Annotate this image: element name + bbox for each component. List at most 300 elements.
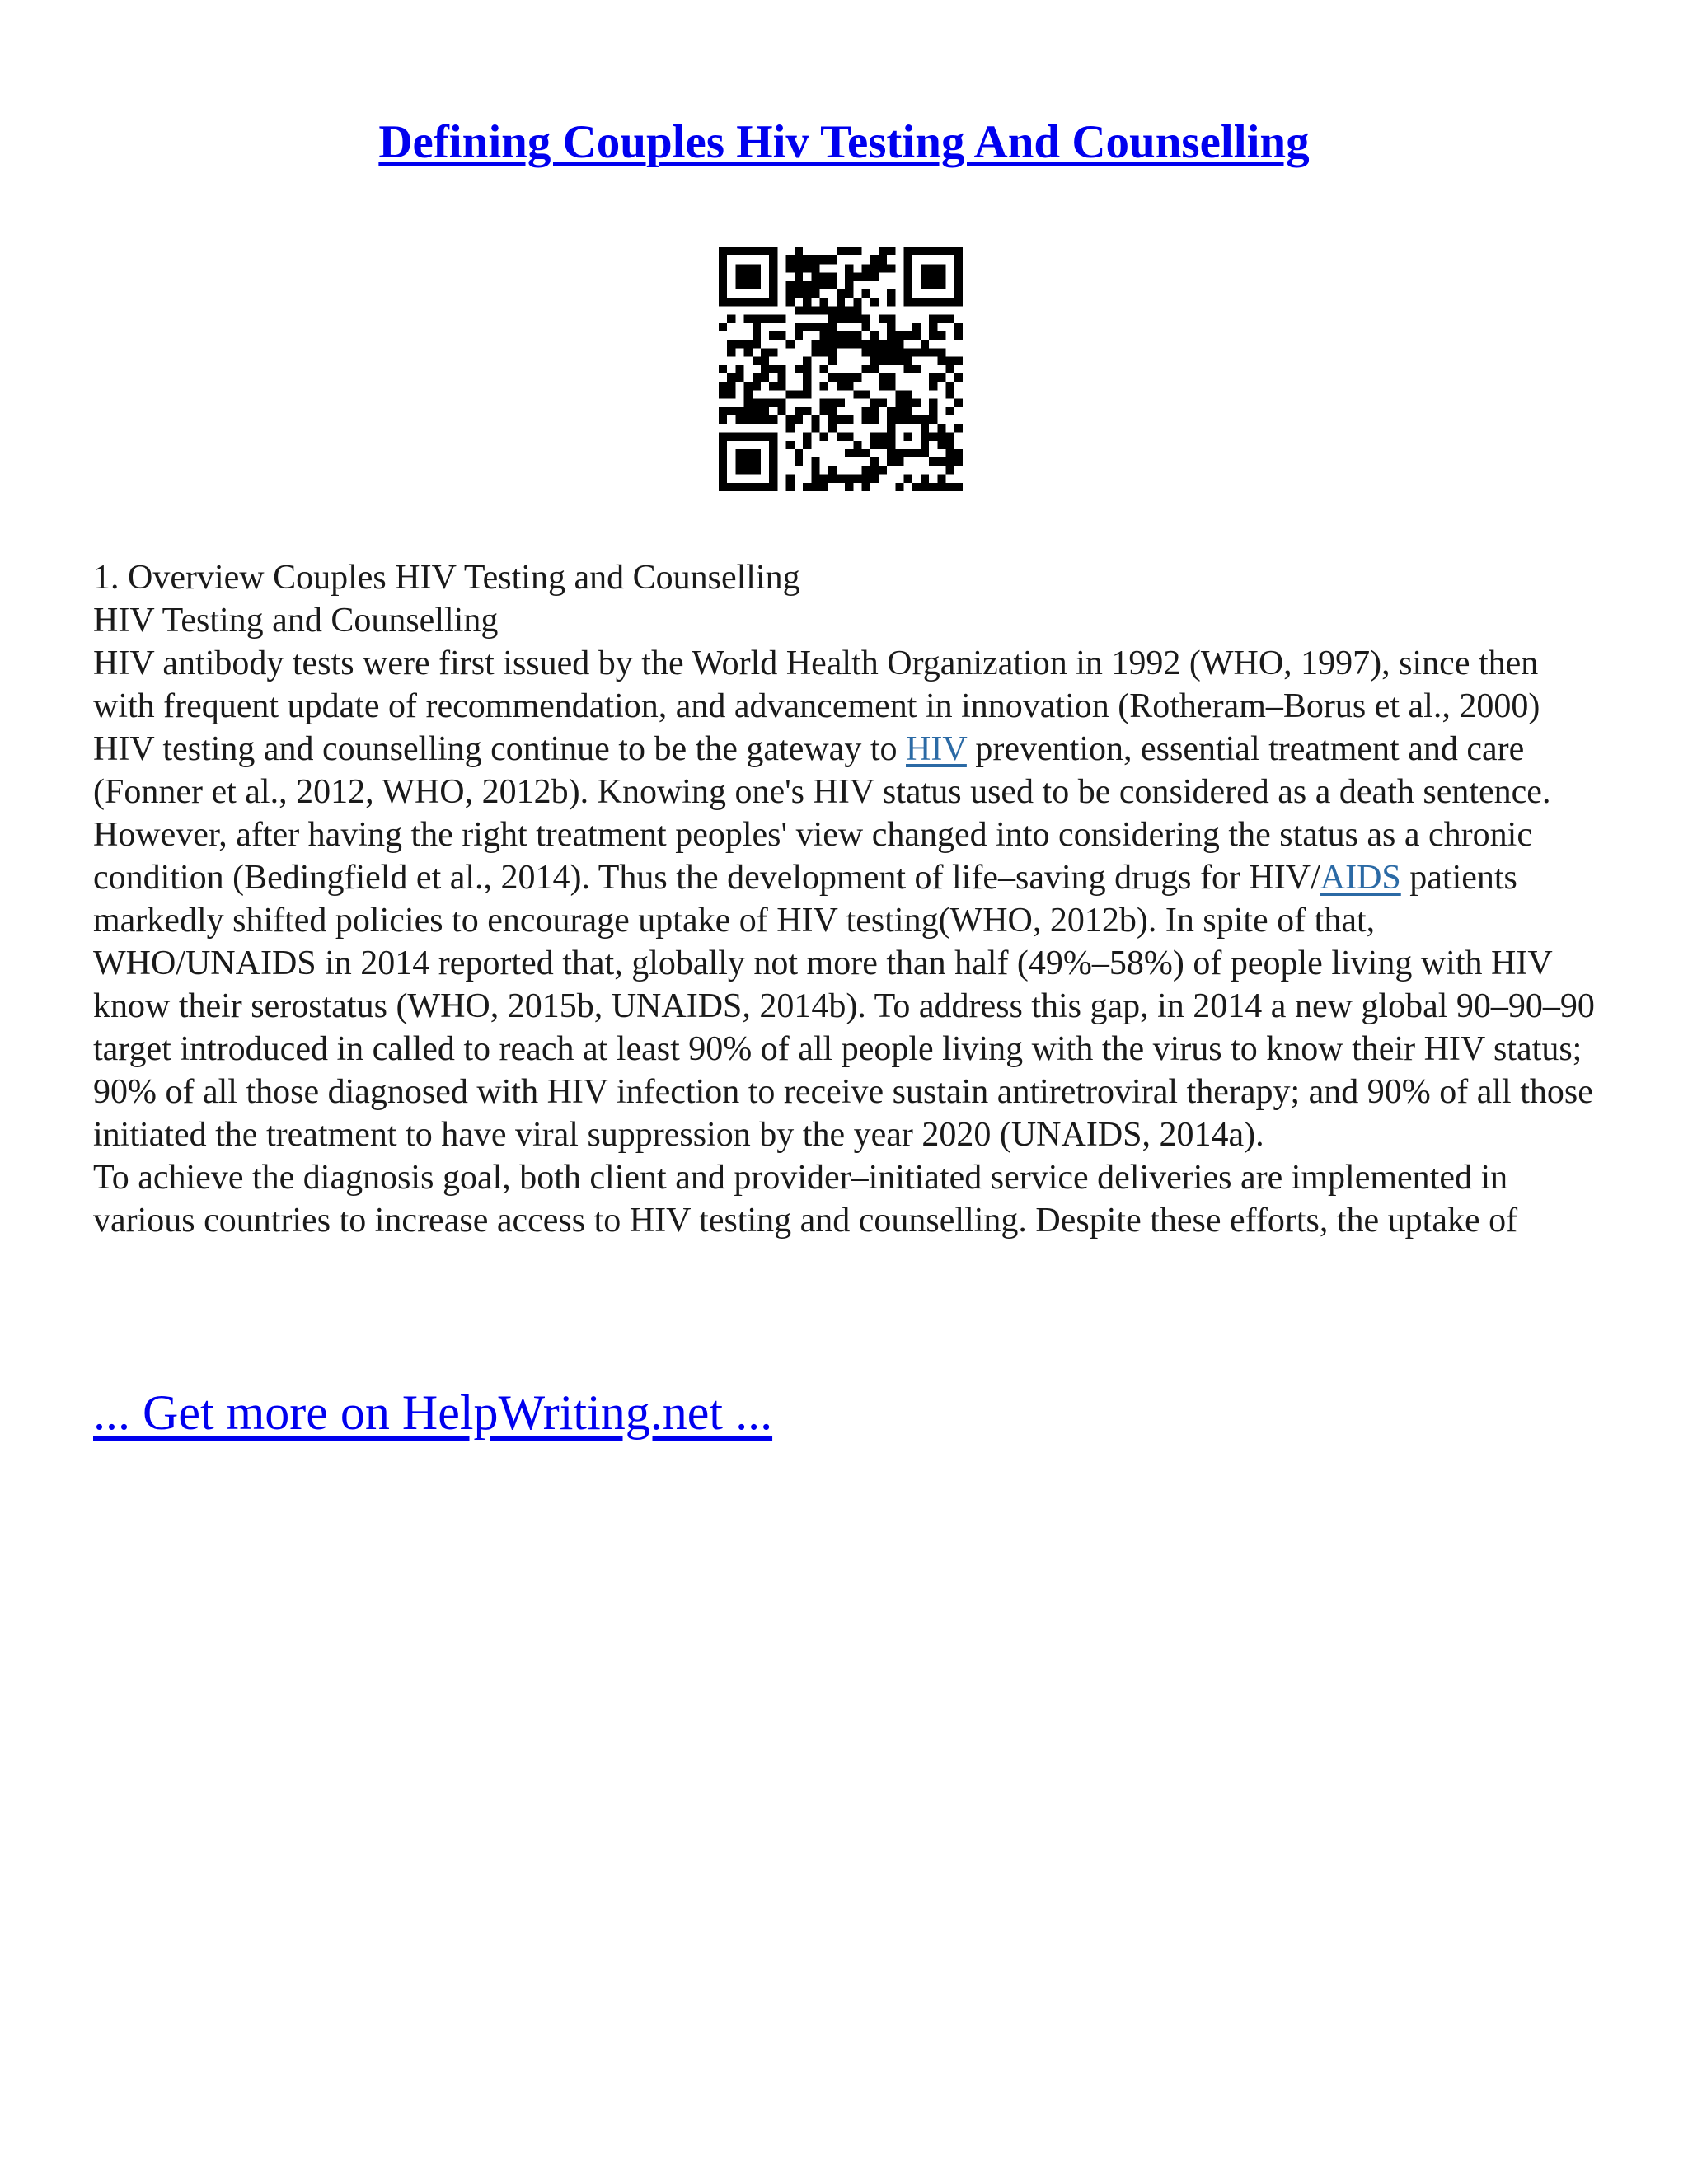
qr-module <box>803 357 811 365</box>
qr-module <box>870 331 879 340</box>
qr-module <box>795 457 803 466</box>
qr-module <box>895 340 903 348</box>
qr-module <box>735 457 743 466</box>
qr-module <box>803 289 811 298</box>
qr-module <box>828 340 837 348</box>
qr-module <box>921 415 929 424</box>
qr-module <box>879 264 887 272</box>
qr-module <box>803 306 811 314</box>
qr-module <box>845 382 853 390</box>
qr-module <box>786 475 795 483</box>
qr-module <box>837 415 845 424</box>
qr-module <box>929 382 937 390</box>
qr-module <box>735 407 743 415</box>
qr-module <box>904 281 912 289</box>
qr-module <box>769 449 777 457</box>
qr-module <box>954 483 963 491</box>
qr-module <box>870 298 879 306</box>
qr-module <box>912 399 921 407</box>
qr-module <box>744 298 753 306</box>
qr-module <box>912 415 921 424</box>
qr-module <box>912 298 921 306</box>
qr-module <box>819 255 828 264</box>
qr-module <box>803 255 811 264</box>
qr-module <box>845 331 853 340</box>
qr-module <box>744 483 753 491</box>
qr-module <box>795 306 803 314</box>
qr-module <box>929 483 937 491</box>
qr-module <box>921 475 929 483</box>
qr-module <box>828 475 837 483</box>
qr-module <box>819 483 828 491</box>
paragraph-1-text-a: HIV antibody tests were first issued by the World Health Organization in 1992 (WHO, 1997), since then with frequent update of recommendation, and advancement in innovation (Rotheram–Borus et al., 2000) HIV testing and counselling continue to be the gateway to <box>93 644 1540 768</box>
qr-module <box>937 475 945 483</box>
qr-module <box>795 407 803 415</box>
qr-module <box>769 382 777 390</box>
qr-module <box>937 247 945 255</box>
qr-module <box>777 315 785 323</box>
qr-module <box>837 306 845 314</box>
qr-module <box>819 407 828 415</box>
qr-module <box>719 365 727 373</box>
qr-module <box>837 399 845 407</box>
qr-module <box>828 424 837 432</box>
qr-module <box>769 433 777 441</box>
qr-module <box>845 247 853 255</box>
qr-module <box>727 298 735 306</box>
qr-module <box>879 433 887 441</box>
qr-module <box>853 273 861 281</box>
qr-module <box>845 289 853 298</box>
qr-module <box>929 399 937 407</box>
qr-module <box>719 466 727 474</box>
qr-module <box>921 247 929 255</box>
qr-module <box>753 415 761 424</box>
qr-module <box>769 298 777 306</box>
qr-module <box>870 433 879 441</box>
qr-module <box>921 298 929 306</box>
qr-module <box>937 273 945 281</box>
qr-module <box>744 399 753 407</box>
qr-module <box>811 281 819 289</box>
qr-module <box>727 483 735 491</box>
qr-module <box>769 255 777 264</box>
qr-module <box>937 457 945 466</box>
qr-module <box>946 449 954 457</box>
qr-module <box>870 273 879 281</box>
qr-module <box>937 348 945 356</box>
qr-module <box>853 247 861 255</box>
qr-module <box>954 449 963 457</box>
qr-module <box>744 315 753 323</box>
qr-module <box>761 357 769 365</box>
section-heading: 1. Overview Couples HIV Testing and Counselling <box>93 559 800 597</box>
qr-module <box>828 306 837 314</box>
qr-module <box>887 457 895 466</box>
qr-module <box>946 391 954 399</box>
qr-module <box>761 315 769 323</box>
qr-module <box>735 273 743 281</box>
qr-module <box>879 340 887 348</box>
qr-module <box>921 483 929 491</box>
qr-module <box>828 281 837 289</box>
qr-module <box>753 382 761 390</box>
qr-module <box>727 382 735 390</box>
qr-module <box>811 306 819 314</box>
qr-module <box>769 441 777 449</box>
qr-module <box>845 273 853 281</box>
qr-module <box>753 466 761 474</box>
qr-module <box>803 264 811 272</box>
qr-module <box>735 433 743 441</box>
qr-module <box>862 483 870 491</box>
qr-module <box>937 357 945 365</box>
qr-module <box>937 433 945 441</box>
qr-module <box>862 315 870 323</box>
qr-module <box>761 433 769 441</box>
qr-module <box>862 348 870 356</box>
qr-module <box>786 289 795 298</box>
qr-module <box>803 483 811 491</box>
qr-module <box>786 264 795 272</box>
get-more-link[interactable]: ... Get more on HelpWriting.net ... <box>93 1385 773 1440</box>
qr-module <box>795 323 803 331</box>
qr-module <box>954 399 963 407</box>
qr-module <box>887 382 895 390</box>
qr-module <box>828 407 837 415</box>
qr-module <box>904 391 912 399</box>
qr-module <box>887 340 895 348</box>
qr-module <box>735 264 743 272</box>
qr-module <box>753 433 761 441</box>
qr-module <box>811 415 819 424</box>
qr-module <box>761 348 769 356</box>
qr-module <box>819 340 828 348</box>
qr-module <box>837 340 845 348</box>
qr-module <box>862 289 870 298</box>
qr-module <box>929 331 937 340</box>
qr-module <box>937 441 945 449</box>
qr-module <box>744 407 753 415</box>
qr-module <box>828 315 837 323</box>
qr-module <box>870 466 879 474</box>
qr-module <box>803 382 811 390</box>
qr-module <box>769 457 777 466</box>
qr-module <box>795 247 803 255</box>
qr-module <box>921 340 929 348</box>
qr-module <box>753 264 761 272</box>
qr-module <box>929 247 937 255</box>
qr-module <box>929 415 937 424</box>
qr-module <box>769 281 777 289</box>
qr-module <box>795 281 803 289</box>
qr-module <box>904 273 912 281</box>
qr-module <box>744 382 753 390</box>
qr-module <box>929 315 937 323</box>
qr-module <box>761 483 769 491</box>
qr-module <box>803 391 811 399</box>
qr-module <box>853 449 861 457</box>
qr-module <box>753 323 761 331</box>
qr-module <box>727 340 735 348</box>
qr-module <box>929 348 937 356</box>
qr-module <box>946 365 954 373</box>
qr-module <box>719 475 727 483</box>
qr-module <box>853 340 861 348</box>
paragraph-1-text-c: patients markedly shifted policies to encourage uptake of HIV testing(WHO, 2012b). In spite of that, WHO/UNAIDS in 2014 reported that, globally not more than half (49%–58%) of people living with HIV know their serostatus (WHO, 2015b, UNAIDS, 2014b). To address this gap, in 2014 a new global 90–90–90 target introduced in called to reach at least 90% of all people living with the virus to know their HIV status; 90% of all those diagnosed with HIV infection to receive sustain antiretroviral therapy; and 90% of all those initiated the treatment to have viral suppression by the year 2020 (UNAIDS, 2014a). <box>93 859 1595 1154</box>
qr-module <box>895 457 903 466</box>
qr-module <box>954 255 963 264</box>
qr-module <box>719 441 727 449</box>
qr-module <box>853 475 861 483</box>
qr-module <box>795 289 803 298</box>
qr-module <box>727 407 735 415</box>
qr-module <box>895 399 903 407</box>
document-title-link[interactable]: Defining Couples Hiv Testing And Counselling <box>378 116 1310 168</box>
qr-module <box>879 255 887 264</box>
qr-module <box>753 483 761 491</box>
qr-module <box>887 348 895 356</box>
qr-module <box>719 415 727 424</box>
qr-module <box>819 399 828 407</box>
qr-module <box>719 382 727 390</box>
qr-module <box>921 433 929 441</box>
qr-module <box>837 373 845 382</box>
qr-module <box>879 399 887 407</box>
qr-module <box>811 457 819 466</box>
qr-module <box>904 289 912 298</box>
qr-module <box>895 407 903 415</box>
qr-module <box>777 407 785 415</box>
qr-module <box>853 315 861 323</box>
subsection-heading: HIV Testing and Counselling <box>93 602 499 640</box>
qr-module <box>862 415 870 424</box>
qr-module <box>954 281 963 289</box>
qr-module <box>879 373 887 382</box>
qr-module <box>777 365 785 373</box>
qr-module <box>735 449 743 457</box>
qr-module <box>795 449 803 457</box>
qr-module <box>845 340 853 348</box>
qr-module <box>819 365 828 373</box>
hiv-link[interactable]: HIV <box>906 730 967 768</box>
qr-module <box>845 373 853 382</box>
qr-module <box>761 298 769 306</box>
qr-module <box>845 281 853 289</box>
qr-module <box>735 466 743 474</box>
aids-link[interactable]: AIDS <box>1320 859 1401 897</box>
qr-module <box>904 298 912 306</box>
qr-module <box>912 323 921 331</box>
qr-module <box>895 348 903 356</box>
qr-module <box>954 424 963 432</box>
qr-module <box>786 340 795 348</box>
title-container <box>0 115 1688 169</box>
qr-module <box>803 323 811 331</box>
qr-module <box>811 323 819 331</box>
qr-module <box>845 433 853 441</box>
qr-module <box>744 247 753 255</box>
qr-module <box>946 247 954 255</box>
qr-module <box>904 399 912 407</box>
qr-module <box>921 441 929 449</box>
qr-module <box>837 331 845 340</box>
qr-module <box>753 298 761 306</box>
qr-module <box>819 306 828 314</box>
qr-module <box>895 357 903 365</box>
qr-module <box>954 331 963 340</box>
qr-module <box>811 466 819 474</box>
qr-module <box>786 255 795 264</box>
qr-module <box>887 357 895 365</box>
qr-module <box>904 415 912 424</box>
qr-module <box>895 331 903 340</box>
qr-module <box>879 315 887 323</box>
qr-module <box>735 415 743 424</box>
qr-module <box>887 415 895 424</box>
qr-module <box>870 365 879 373</box>
qr-module <box>761 365 769 373</box>
qr-module <box>819 433 828 441</box>
qr-module <box>946 357 954 365</box>
qr-module <box>954 373 963 382</box>
qr-module <box>828 255 837 264</box>
qr-module <box>837 315 845 323</box>
qr-module <box>811 340 819 348</box>
qr-module <box>937 298 945 306</box>
qr-module <box>879 247 887 255</box>
qr-module <box>761 399 769 407</box>
qr-module <box>837 247 845 255</box>
qr-module <box>719 323 727 331</box>
qr-module <box>904 255 912 264</box>
qr-module <box>853 331 861 340</box>
qr-module <box>887 449 895 457</box>
qr-module <box>761 415 769 424</box>
qr-module <box>895 449 903 457</box>
qr-module <box>946 457 954 466</box>
qr-module <box>845 264 853 272</box>
qr-module <box>904 449 912 457</box>
qr-module <box>879 466 887 474</box>
qr-module <box>719 255 727 264</box>
qr-module <box>853 441 861 449</box>
paragraph-2: To achieve the diagnosis goal, both client and provider–initiated service deliveries are implemented in various countries to increase access to HIV testing and counselling. Despite these efforts, the uptake of <box>93 1159 1518 1240</box>
qr-module <box>744 340 753 348</box>
qr-module <box>777 373 785 382</box>
qr-module <box>744 449 753 457</box>
qr-module <box>811 273 819 281</box>
qr-module <box>769 331 777 340</box>
qr-module <box>837 382 845 390</box>
qr-module <box>946 433 954 441</box>
qr-module <box>753 315 761 323</box>
qr-module <box>887 441 895 449</box>
qr-module <box>719 457 727 466</box>
qr-module <box>803 441 811 449</box>
qr-module <box>870 357 879 365</box>
qr-module <box>862 449 870 457</box>
qr-module <box>954 357 963 365</box>
qr-module <box>845 306 853 314</box>
qr-module <box>828 399 837 407</box>
qr-module <box>769 399 777 407</box>
qr-module <box>727 348 735 356</box>
qr-module <box>904 365 912 373</box>
qr-module <box>853 306 861 314</box>
qr-module <box>904 407 912 415</box>
qr-module <box>744 466 753 474</box>
qr-module <box>946 382 954 390</box>
qr-module <box>777 382 785 390</box>
qr-module <box>895 415 903 424</box>
qr-module <box>828 323 837 331</box>
qr-module <box>803 298 811 306</box>
qr-module <box>845 449 853 457</box>
qr-module <box>921 264 929 272</box>
qr-module <box>904 357 912 365</box>
qr-module <box>786 424 795 432</box>
qr-module <box>870 415 879 424</box>
qr-module <box>819 348 828 356</box>
qr-module <box>727 247 735 255</box>
qr-module <box>870 407 879 415</box>
qr-module <box>769 475 777 483</box>
qr-module <box>887 424 895 432</box>
qr-module <box>954 264 963 272</box>
qr-module <box>803 433 811 441</box>
qr-module <box>719 483 727 491</box>
qr-module <box>862 365 870 373</box>
qr-module <box>769 415 777 424</box>
qr-module <box>727 433 735 441</box>
qr-module <box>845 315 853 323</box>
qr-module <box>803 407 811 415</box>
qr-module <box>819 331 828 340</box>
qr-module <box>744 273 753 281</box>
qr-module <box>954 323 963 331</box>
qr-module <box>753 331 761 340</box>
qr-module <box>862 391 870 399</box>
qr-module <box>777 331 785 340</box>
qr-module <box>887 247 895 255</box>
paragraph-1-text-b: prevention, essential treatment and care (Fonner et al., 2012, WHO, 2012b). Knowing one's HIV status used to be considered as a death sentence. However, after having the right treatment peoples' view changed into considering the status as a chronic condition (Bedingfield et al., 2014). Thus the development of life–saving drugs for HIV/ <box>93 730 1551 897</box>
qr-module <box>929 323 937 331</box>
qr-module <box>795 264 803 272</box>
qr-module <box>837 475 845 483</box>
qr-module <box>862 264 870 272</box>
qr-module <box>904 433 912 441</box>
qr-module <box>828 348 837 356</box>
qr-module <box>811 289 819 298</box>
qr-module <box>753 449 761 457</box>
qr-module <box>828 357 837 365</box>
qr-module <box>744 433 753 441</box>
qr-module <box>946 407 954 415</box>
qr-module <box>786 281 795 289</box>
qr-module <box>744 415 753 424</box>
qr-module <box>719 281 727 289</box>
qr-module <box>921 449 929 457</box>
qr-module <box>845 475 853 483</box>
qr-module <box>870 255 879 264</box>
qr-module <box>828 273 837 281</box>
qr-module <box>753 247 761 255</box>
qr-module <box>786 298 795 306</box>
qr-module <box>719 264 727 272</box>
qr-module <box>761 247 769 255</box>
qr-module <box>719 289 727 298</box>
